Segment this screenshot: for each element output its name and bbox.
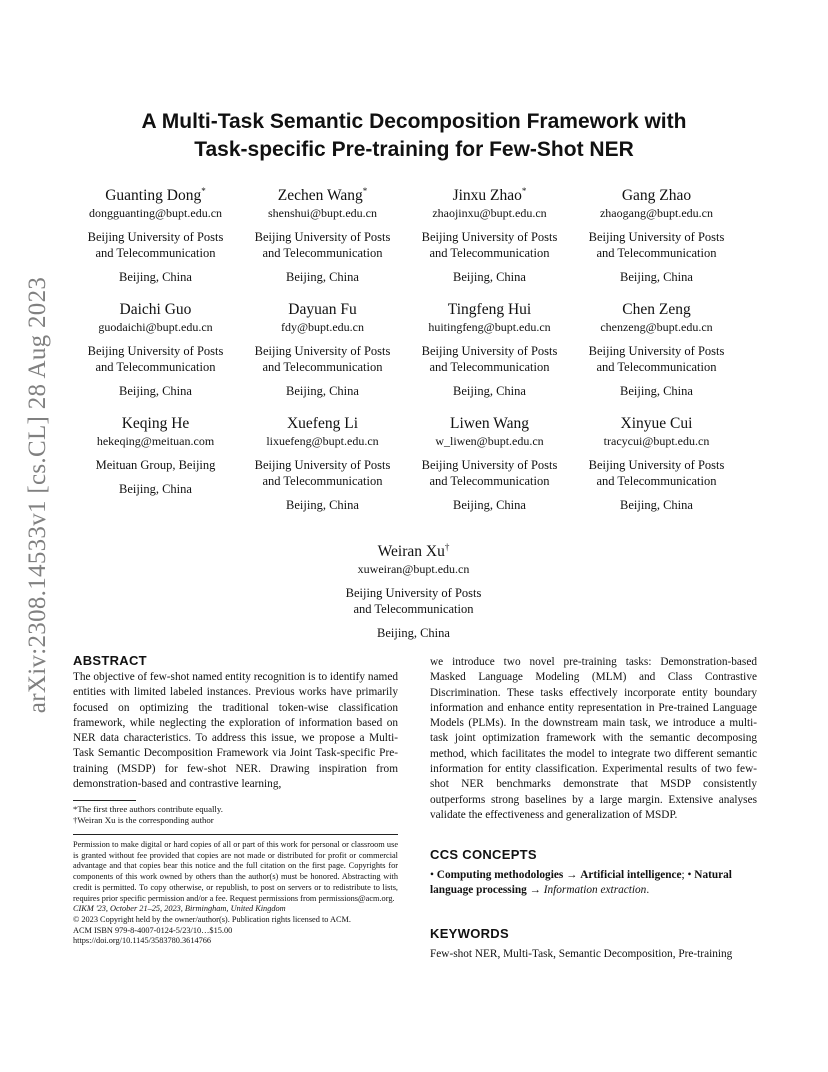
author-name: Xuefeng Li [286, 415, 358, 433]
author-location: Beijing, China [453, 270, 526, 284]
author-location: Beijing, China [620, 498, 693, 512]
author-location: Beijing, China [119, 384, 192, 398]
author-footnote-mark: * [521, 186, 527, 196]
author-name: Xinyue Cui [620, 415, 693, 433]
footnote-equal-contribution: *The first three authors contribute equally. [73, 804, 223, 814]
author-email: dongguanting@bupt.edu.cn [88, 206, 223, 220]
permission-text: Permission to make digital or hard copies of all or part of this work for personal or classroom use is granted without fee provided that copies are not made or distributed for profit or commercial advantage and that copies bear this notice and the full citation on the first page. Copyrights for components of this work owned by others than the author(s) must be honored. Abstracting with credit is permitted. To copy otherwise, or republish, to post on servers or to redistribute to lists, requires prior specific permission and/or a fee. Request permissions from permissions@acm.org. [73, 840, 398, 903]
author-name: Chen Zeng [622, 301, 691, 319]
author-email: huitingfeng@bupt.edu.cn [428, 320, 551, 334]
author-location: Beijing, China [119, 270, 192, 284]
author-email: fdy@bupt.edu.cn [280, 320, 365, 334]
author-email: hekeqing@meituan.com [96, 434, 215, 448]
author-name: Daichi Guo [119, 301, 192, 319]
author-email: lixuefeng@bupt.edu.cn [266, 434, 379, 448]
author-affiliation: Beijing University of Posts and Telecommunication [254, 230, 391, 260]
author-affiliation: Beijing University of Posts and Telecommunication [421, 344, 558, 374]
doi-link[interactable]: https://doi.org/10.1145/3583780.3614766 [73, 936, 212, 946]
author-footnote-mark: † [444, 542, 450, 552]
author-location: Beijing, China [620, 270, 693, 284]
author-affiliation: Beijing University of Posts and Telecommunication [421, 230, 558, 260]
author-location: Beijing, China [453, 384, 526, 398]
author-block-corresponding [330, 537, 497, 649]
footnote-rule [73, 800, 136, 801]
isbn-line: ACM ISBN 979-8-4007-0124-5/23/10…$15.00 [73, 925, 233, 935]
author-affiliation: Beijing University of Posts and Telecommunication [588, 230, 725, 260]
author-location: Beijing, China [119, 482, 192, 496]
author-footnotes [73, 800, 398, 826]
author-email: guodaichi@bupt.edu.cn [98, 320, 213, 334]
keywords-text: Few-shot NER, Multi-Task, Semantic Decomposition, Pre-training [430, 948, 733, 960]
title-line-2: Task-specific Pre-training for Few-Shot NER [194, 138, 634, 161]
abstract-heading: ABSTRACT [73, 653, 147, 668]
author-name: Gang Zhao [621, 187, 692, 205]
footnote-corresponding-author: †Weiran Xu is the corresponding author [73, 815, 214, 825]
conference-line: CIKM '23, October 21–25, 2023, Birmingham, United Kingdom [73, 904, 286, 914]
author-block [239, 181, 406, 293]
author-name: Guanting Dong* [105, 186, 206, 205]
author-block [72, 181, 239, 293]
author-affiliation: Beijing University of Posts and Telecommunication [254, 344, 391, 374]
keywords-heading: KEYWORDS [430, 926, 509, 941]
author-name: Dayuan Fu [288, 301, 357, 319]
right-column [430, 652, 757, 823]
arxiv-identifier: arXiv:2308.14533v1 [cs.CL] 28 Aug 2023 [24, 276, 51, 714]
author-grid [72, 181, 756, 521]
abstract-text-left: The objective of few-shot named entity recognition is to identify named entities with limited labeled instances. Previous works have primarily focused on optimizing the traditional token-wise classification framework, while neglecting the exploration of information based on NER data characteristics. To address this issue, we propose a Multi-Task Semantic Decomposition Framework via Joint Task-specific Pre-training (MSDP) for few-shot NER. Drawing inspiration from demonstration-based and contrastive learning, [73, 671, 399, 791]
author-block [72, 409, 239, 521]
author-affiliation: Beijing University of Posts and Telecommunication [421, 458, 558, 488]
author-affiliation: Beijing University of Posts and Telecommunication [588, 344, 725, 374]
author-name: Keqing He [121, 415, 190, 433]
author-location: Beijing, China [286, 384, 359, 398]
author-affiliation: Meituan Group, Beijing [95, 458, 216, 472]
author-block [406, 409, 573, 521]
author-email: xuweiran@bupt.edu.cn [357, 562, 470, 576]
left-column [73, 652, 398, 792]
author-email: tracycui@bupt.edu.cn [603, 434, 710, 448]
author-block [573, 409, 740, 521]
author-name: Liwen Wang [450, 415, 529, 433]
ccs-text: • Computing methodologies → Artificial intelligence; • Natural language processing → Information extraction. [430, 869, 732, 897]
copyright-line: © 2023 Copyright held by the owner/author(s). Publication rights licensed to ACM. [73, 914, 351, 924]
author-affiliation: Beijing University of Posts and Telecommunication [345, 586, 482, 616]
keywords-section [430, 925, 757, 962]
author-affiliation: Beijing University of Posts and Telecommunication [254, 458, 391, 488]
author-location: Beijing, China [286, 498, 359, 512]
author-email: zhaogang@bupt.edu.cn [599, 206, 713, 220]
ccs-heading: CCS CONCEPTS [430, 847, 537, 862]
author-location: Beijing, China [286, 270, 359, 284]
author-footnote-mark: * [362, 186, 368, 196]
author-footnote-mark: * [201, 186, 206, 196]
author-email: chenzeng@bupt.edu.cn [600, 320, 713, 334]
author-location: Beijing, China [453, 498, 526, 512]
author-email: shenshui@bupt.edu.cn [267, 206, 378, 220]
author-location: Beijing, China [620, 384, 693, 398]
author-affiliation: Beijing University of Posts and Telecommunication [588, 458, 725, 488]
author-affiliation: Beijing University of Posts and Telecommunication [87, 344, 224, 374]
author-email: zhaojinxu@bupt.edu.cn [432, 206, 547, 220]
author-email: w_liwen@bupt.edu.cn [435, 434, 544, 448]
ccs-concepts-section [430, 846, 757, 899]
author-name: Jinxu Zhao* [452, 186, 527, 205]
author-name: Tingfeng Hui [447, 301, 532, 319]
author-block [239, 295, 406, 407]
paper-title [70, 108, 758, 164]
abstract-text-right: we introduce two novel pre-training tasks: Demonstration-based Masked Language Modeling (MLM) and Class Contrastive Discrimination. These tasks effectively incorporate entity boundary information and enhance entity representation in Pre-trained Language Models (PLMs). In the downstream main task, we introduce a multi-task joint optimization framework with the semantic decomposing method, which facilitates the model to integrate two different semantic information for entity classification. Experimental results of two few-shot NER benchmarks demonstrate that MSDP consistently outperforms strong baselines by a large margin. Extensive analyses validate the effectiveness and generalization of MSDP. [430, 656, 757, 821]
author-block [72, 295, 239, 407]
permission-rule [73, 834, 398, 835]
arxiv-sidebar-stamp [23, 276, 53, 714]
author-block [573, 295, 740, 407]
author-name: Weiran Xu† [377, 542, 450, 561]
author-name: Zechen Wang* [277, 186, 368, 205]
author-block [239, 409, 406, 521]
title-line-1: A Multi-Task Semantic Decomposition Framework with [141, 110, 687, 133]
author-block [573, 181, 740, 293]
author-affiliation: Beijing University of Posts and Telecommunication [87, 230, 224, 260]
author-location: Beijing, China [377, 626, 450, 640]
author-block [406, 295, 573, 407]
author-block [406, 181, 573, 293]
permission-block [73, 834, 398, 947]
